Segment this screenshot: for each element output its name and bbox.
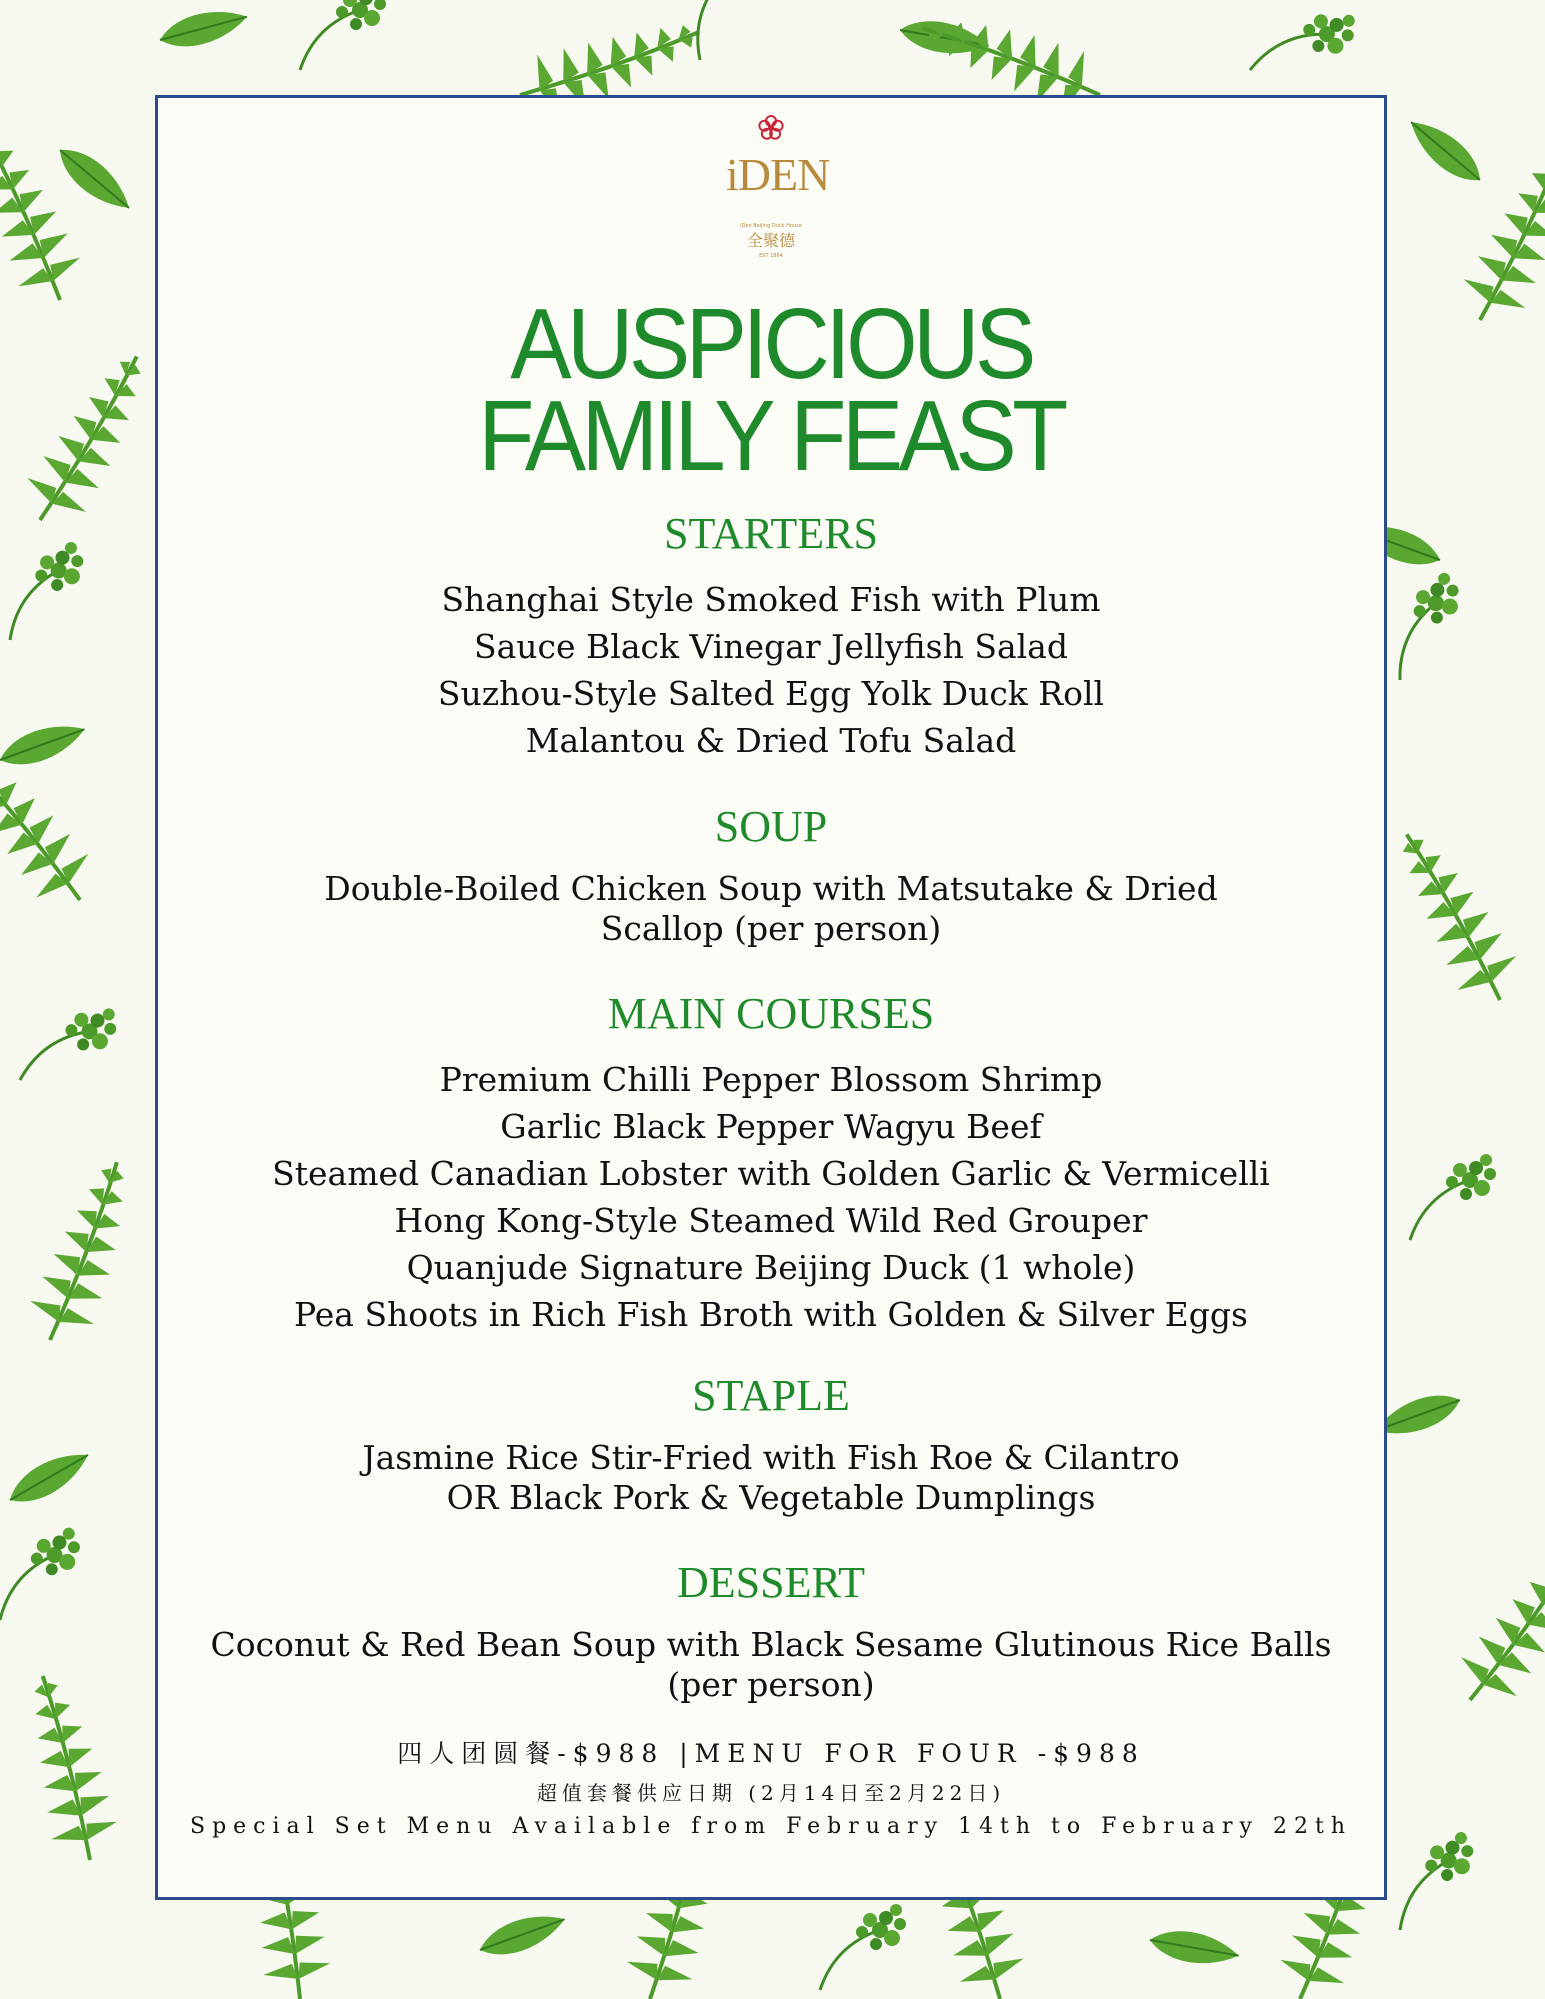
- logo-chinese: 全聚德: [746, 231, 795, 250]
- menu-item: Suzhou-Style Salted Egg Yolk Duck Roll: [437, 674, 1105, 713]
- menu-item: Double-Boiled Chicken Soup with Matsutake & Dried: [324, 869, 1218, 908]
- section-heading: STARTERS: [664, 509, 878, 558]
- section-heading: MAIN COURSES: [607, 989, 935, 1038]
- menu-item: Pea Shoots in Rich Fish Broth with Golden & Silver Eggs: [294, 1295, 1248, 1334]
- menu-title-line1: AUSPICIOUS: [510, 288, 1032, 400]
- menu-item: OR Black Pork & Vegetable Dumplings: [446, 1478, 1096, 1517]
- menu-title-line2: FAMILY FEAST: [478, 380, 1064, 492]
- logo-subtitle: iDen Beijing Duck House: [740, 223, 802, 229]
- section-heading: DESSERT: [676, 1558, 866, 1607]
- menu-item: Coconut & Red Bean Soup with Black Sesame Glutinous Rice Balls: [210, 1625, 1332, 1664]
- menu-item: Sauce Black Vinegar Jellyfish Salad: [474, 627, 1068, 666]
- menu-item: Jasmine Rice Stir-Fried with Fish Roe & Cilantro: [362, 1438, 1180, 1477]
- menu-item: Quanjude Signature Beijing Duck (1 whole): [406, 1248, 1136, 1287]
- section-heading: SOUP: [714, 802, 828, 851]
- price-line: 四人团圆餐-$988 |MENU FOR FOUR -$988: [397, 1739, 1145, 1768]
- menu-item: Malantou & Dried Tofu Salad: [525, 721, 1017, 760]
- menu-item: Premium Chilli Pepper Blossom Shrimp: [439, 1060, 1103, 1099]
- section-staple: [158, 1371, 1384, 1518]
- menu-item: Scallop (per person): [600, 909, 942, 948]
- section-soup: [158, 802, 1384, 949]
- section-main-courses: [158, 989, 1384, 1338]
- menu-item: (per person): [667, 1665, 875, 1704]
- restaurant-logo: [726, 112, 830, 262]
- menu-item: Garlic Black Pepper Wagyu Beef: [500, 1107, 1042, 1146]
- section-starters: [158, 509, 1384, 764]
- menu-item: Hong Kong-Style Steamed Wild Red Grouper: [394, 1201, 1148, 1240]
- menu-card: [155, 95, 1387, 1900]
- menu-item: Shanghai Style Smoked Fish with Plum: [441, 580, 1101, 619]
- logo-name: iDEN: [726, 149, 830, 200]
- menu-item: Steamed Canadian Lobster with Golden Garlic & Vermicelli: [272, 1154, 1270, 1193]
- logo-est: EST 1864: [759, 253, 783, 259]
- section-heading: STAPLE: [692, 1371, 850, 1420]
- section-dessert: [158, 1558, 1384, 1705]
- availability-en: Special Set Menu Available from February 14th to February 22th: [190, 1814, 1352, 1839]
- availability-cn: 超值套餐供应日期 (2月14日至2月22日): [536, 1781, 1006, 1805]
